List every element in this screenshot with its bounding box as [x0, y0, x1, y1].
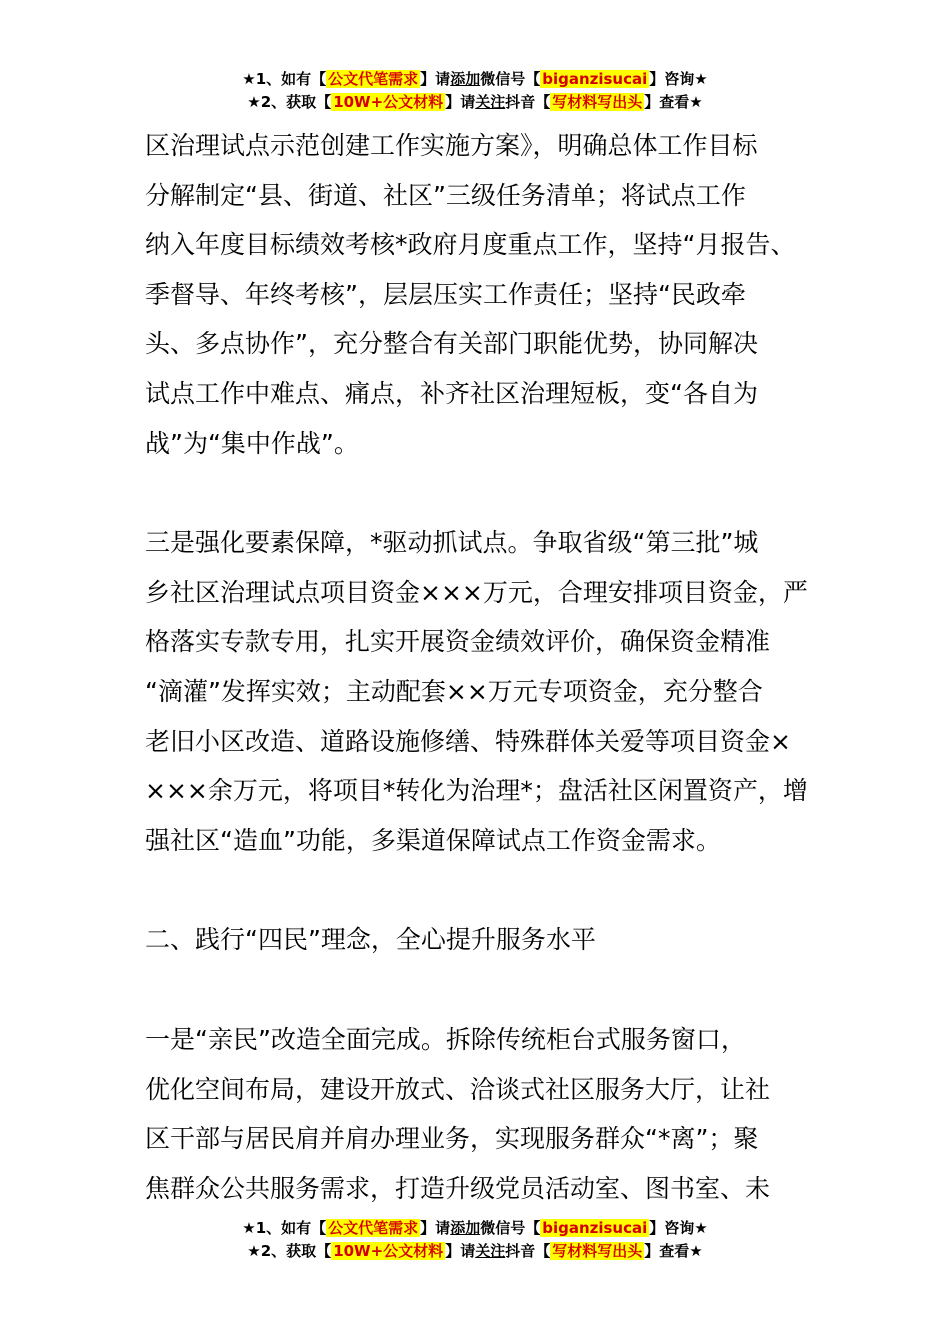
banner-text: 】请: [420, 1219, 451, 1237]
document-body: [145, 121, 815, 1213]
banner-underline: 添加: [450, 1219, 481, 1237]
banner-text: ★2、获取【: [247, 93, 332, 111]
banner-text: ★1、如有【: [242, 1219, 327, 1237]
banner-text: 】查看★: [644, 1242, 703, 1260]
text-line: 试点工作中难点、痛点，补齐社区治理短板，变“各自为: [145, 378, 758, 408]
banner-underline: 关注: [475, 93, 506, 111]
section-heading: [145, 915, 815, 965]
banner-text: 】咨询★: [649, 1219, 708, 1237]
banner-text: ★2、获取【: [247, 1242, 332, 1260]
banner-highlight: 10W+公文材料: [333, 1242, 444, 1260]
text-line: 战”为“集中作战”。: [145, 428, 359, 458]
text-line: 头、多点协作”，充分整合有关部门职能优势，协同解决: [145, 329, 758, 359]
footer-banner: [0, 1217, 950, 1263]
text-line: 纳入年度目标绩效考核*政府月度重点工作，坚持“月报告、: [145, 230, 796, 260]
banner-line-2: [0, 1240, 950, 1263]
banner-underline: 添加: [450, 70, 481, 88]
banner-highlight: 公文代笔需求: [328, 1219, 419, 1237]
banner-highlight: 写材料写出头: [552, 1242, 643, 1260]
text-line: 老旧小区改造、道路设施修缮、特殊群体关爱等项目资金×: [145, 726, 791, 756]
banner-highlight: 写材料写出头: [552, 93, 643, 111]
text-line: 焦群众公共服务需求，打造升级党员活动室、图书室、未: [145, 1173, 771, 1203]
text-line: ×××余万元，将项目*转化为治理*；盘活社区闲置资产，增: [145, 776, 808, 806]
banner-text: 】查看★: [644, 93, 703, 111]
text-line: 一是“亲民”改造全面完成。拆除传统柜台式服务窗口，: [145, 1024, 746, 1054]
text-line: 三是强化要素保障，*驱动抓试点。争取省级“第三批”城: [145, 528, 759, 558]
text-line: 区干部与居民肩并肩办理业务，实现服务群众“*离”；聚: [145, 1124, 759, 1154]
text-line: 季督导、年终考核”，层层压实工作责任；坚持“民政牵: [145, 279, 746, 309]
paragraph-spacer: [145, 965, 815, 1015]
banner-highlight: 10W+公文材料: [333, 93, 444, 111]
paragraph-spacer: [145, 468, 815, 518]
banner-text: ★1、如有【: [242, 70, 327, 88]
banner-highlight: 公文代笔需求: [328, 70, 419, 88]
header-banner: [0, 68, 950, 114]
banner-highlight: biganzisucai: [542, 70, 648, 88]
banner-line-1: [0, 68, 950, 91]
paragraph: [145, 518, 815, 865]
banner-text: 抖音【: [505, 1242, 551, 1260]
banner-text: 微信号【: [480, 70, 541, 88]
text-line: “滴灌”发挥实效；主动配套××万元专项资金，充分整合: [145, 676, 763, 706]
paragraph: [145, 1015, 815, 1213]
paragraph: [145, 121, 815, 468]
banner-text: 】请: [420, 70, 451, 88]
banner-text: 微信号【: [480, 1219, 541, 1237]
text-line: 乡社区治理试点项目资金×××万元，合理安排项目资金，严: [145, 577, 808, 607]
banner-line-1: [0, 1217, 950, 1240]
paragraph-spacer: [145, 865, 815, 915]
banner-text: 】请: [445, 93, 476, 111]
banner-text: 】请: [445, 1242, 476, 1260]
banner-highlight: biganzisucai: [542, 1219, 648, 1237]
text-line: 优化空间布局，建设开放式、洽谈式社区服务大厅，让社: [145, 1074, 771, 1104]
banner-underline: 关注: [475, 1242, 506, 1260]
banner-text: 】咨询★: [649, 70, 708, 88]
text-line: 区治理试点示范创建工作实施方案》，明确总体工作目标: [145, 131, 758, 160]
banner-text: 抖音【: [505, 93, 551, 111]
text-line: 分解制定“县、街道、社区”三级任务清单；将试点工作: [145, 180, 746, 210]
text-line: 二、践行“四民”理念，全心提升服务水平: [145, 925, 596, 955]
banner-line-2: [0, 91, 950, 114]
text-line: 格落实专款专用，扎实开展资金绩效评价，确保资金精准: [145, 627, 771, 657]
text-line: 强社区“造血”功能，多渠道保障试点工作资金需求。: [145, 825, 721, 855]
